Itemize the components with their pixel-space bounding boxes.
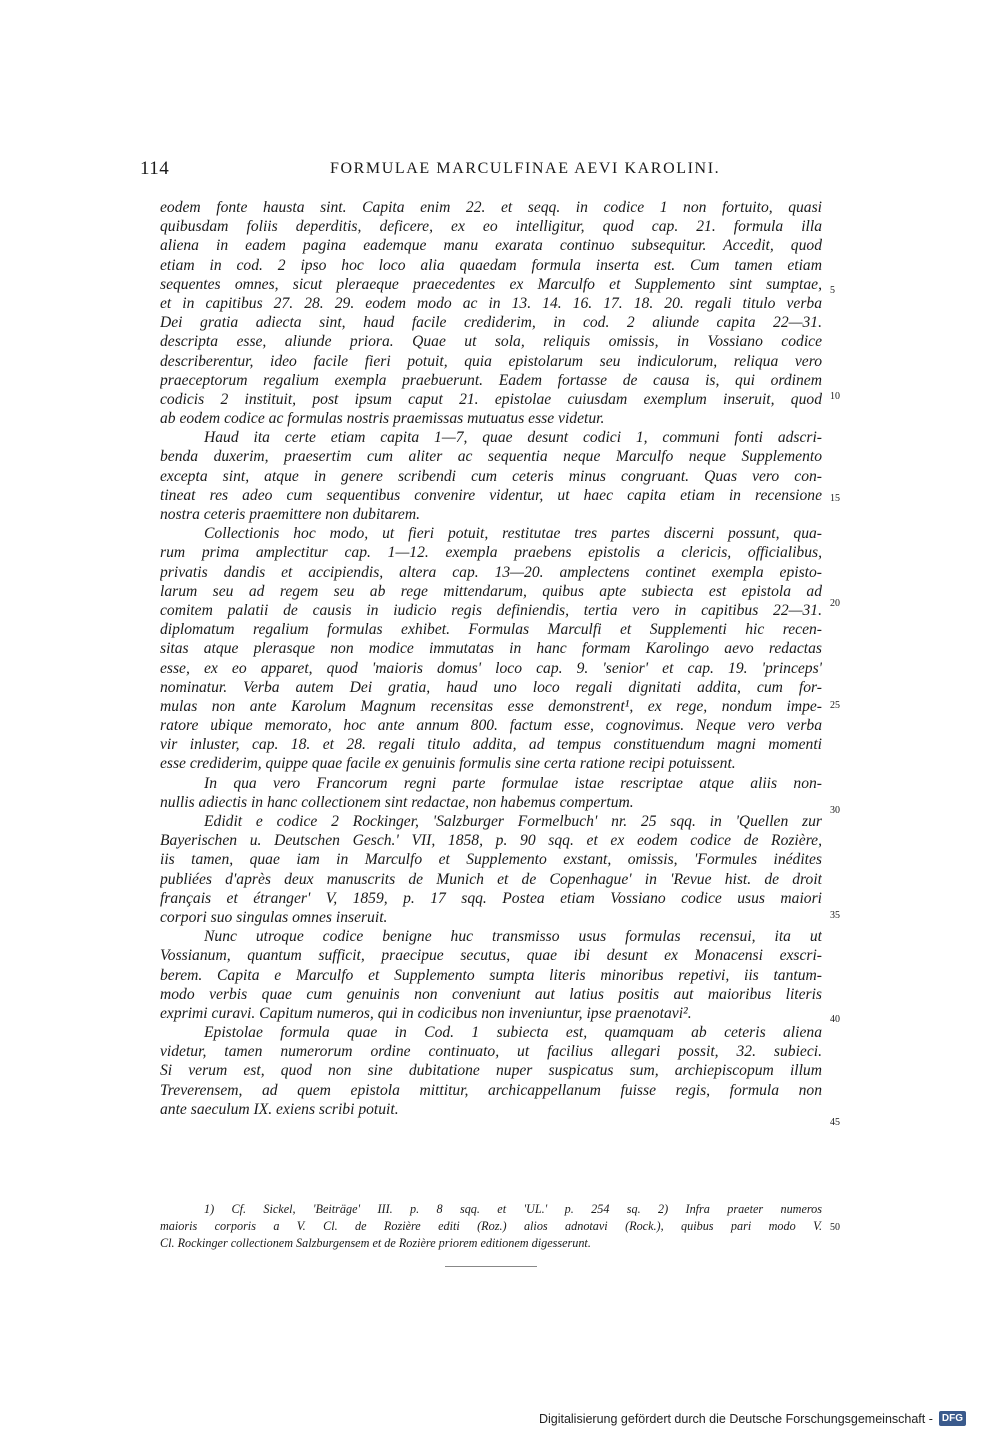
text-line: vir inluster, cap. 18. et 28. regali titulo addita, ad tempus constituendum magni momenti <box>160 736 822 754</box>
text-line: esse, ex eo apparet, quod 'maioris domus' loco cap. 9. 'senior' et cap. 19. 'princeps' <box>160 659 822 677</box>
footnote-line: Cl. Rockinger collectionem Salzburgensem et de Rozière priorem editionem digesserunt. <box>160 1236 591 1250</box>
text-line: tineat res adeo cum sequentibus convenire videntur, ut haec capita etiam in recensione <box>160 486 822 504</box>
text-line: sequentes omnes, sicut pleraeque praecedentes ex Marculfo et Supplemento sint sumptae, <box>160 275 822 293</box>
line-number: 10 <box>830 391 840 402</box>
text-line: excepta sint, atque in genere scribendi cum ceteris minus congruant. Quas vero con- <box>160 467 822 485</box>
footnote-line: 1) Cf. Sickel, 'Beiträge' III. p. 8 sqq. et 'UL.' p. 254 sq. 2) Infra praeter numeros <box>204 1202 822 1216</box>
text-line: descripta esse, aliunde priora. Quae ut sola, reliquis omissis, in Vossiano codice <box>160 333 822 351</box>
text-line: mulas non ante Karolum Magnum recensitas esse demonstrent¹, ex rege, nondum impe- <box>160 697 822 715</box>
end-rule <box>445 1266 537 1267</box>
line-number: 30 <box>830 805 840 816</box>
text-line: etiam in cod. 2 ipso hoc loco alia quaedam formula inserta est. Cum tamen etiam <box>160 256 822 274</box>
text-line: berem. Capita e Marculfo et Supplemento sumpta literis minoribus repetivi, iis tantum- <box>160 966 822 984</box>
line-number: 20 <box>830 598 840 609</box>
text-line: aliena in eadem pagina eademque manu exarata continuo subsequitur. Accedit, quod <box>160 237 822 255</box>
text-line: comitem palatii de causis in iudicio regis definiendis, tertia vero in capitibus 22—31. <box>160 601 822 619</box>
text-line: corpori suo singulas omnes inseruit. <box>160 908 388 926</box>
text-line: describerentur, ideo facile fieri potuit, quia epistolarum seu indiculorum, reliqua vero <box>160 352 822 370</box>
text-line: videtur, tamen numerorum ordine continuato, ut facilius allegari possit, 32. subieci. <box>160 1043 822 1061</box>
text-line: ab eodem codice ac formulas nostris praemissas mutuatus esse videtur. <box>160 410 605 428</box>
text-line: Si verum est, quod non sine dubitatione nuper suspicatus sum, archiepiscopum illum <box>160 1062 822 1080</box>
page-number: 114 <box>140 158 170 179</box>
text-line: Haud ita certe etiam capita 1—7, quae desunt codici 1, communi fonti adscri- <box>204 429 822 447</box>
text-line: ante saeculum IX. exiens scribi potuit. <box>160 1100 399 1118</box>
text-line: In qua vero Francorum regni parte formulae istae rescriptae atque aliis non- <box>204 774 822 792</box>
credit-text: Digitalisierung gefördert durch die Deutsche Forschungsgemeinschaft - <box>538 1411 933 1426</box>
text-line: praeceptorum regalium exempla praebuerunt. Eadem fortasse de causa is, qui ordinem <box>160 371 822 389</box>
text-line: publiées d'après deux manuscrits de Munich et de Copenhague' in 'Revue hist. de droit <box>160 870 822 888</box>
text-line: quibusdam foliis deperditis, deficere, ex eo intelligitur, quod cap. 21. formula illa <box>160 218 822 236</box>
text-line: exprimi curavi. Capitum numeros, qui in codicibus non inveniuntur, ipse praenotavi². <box>160 1004 692 1022</box>
text-line: privatis dandis et accipiendis, altera cap. 13—20. amplectens continet exempla episto- <box>160 563 822 581</box>
text-line: Bayerischen u. Deutschen Gesch.' VII, 1858, p. 90 sqq. et ex eodem codice de Rozière, <box>160 832 822 850</box>
line-number: 25 <box>830 700 840 711</box>
text-line: Nunc utroque codice benigne huc transmisso usus formulas recensui, ita ut <box>204 928 822 946</box>
footnotes <box>160 1201 822 1252</box>
line-number: 40 <box>830 1014 840 1025</box>
text-line: Edidit e codice 2 Rockinger, 'Salzburger Formelbuch' nr. 25 sqq. in 'Quellen zur <box>204 813 822 830</box>
line-number: 5 <box>830 285 835 296</box>
dfg-logo-icon: DFG <box>939 1411 966 1426</box>
text-line: nostra ceteris praemittere non dubitarem. <box>160 506 421 523</box>
text-line: nominatur. Verba autem Dei gratia, haud uno loco regali dignitati addita, cum for- <box>160 678 822 696</box>
line-number: 35 <box>830 910 840 921</box>
line-number: 50 <box>830 1222 840 1233</box>
text-line: eodem fonte hausta sint. Capita enim 22. et seqq. in codice 1 non fortuito, quasi <box>160 199 822 216</box>
text-line: esse crediderim, quippe quae facile ex genuinis formulis sine certa ratione recipi potuissent. <box>160 755 736 773</box>
main-text <box>160 198 822 1119</box>
line-number: 15 <box>830 493 840 504</box>
footnote-line: maioris corporis a V. Cl. de Rozière editi (Roz.) alios adnotavi (Rock.), quibus pari modo V. <box>160 1219 822 1233</box>
text-line: benda duxerim, praesertim cum aliter ac sequentia neque Marculfo neque Supplemento <box>160 448 822 466</box>
line-number: 45 <box>830 1117 840 1128</box>
text-line: rum prima amplectitur cap. 1—12. exempla praebens epistolis a clericis, officialibus, <box>160 544 822 562</box>
text-line: codicis 2 instituit, post ipsum caput 21. epistolae cuiusdam exemplum inseruit, quod <box>160 390 822 408</box>
text-line: nullis adiectis in hanc collectionem sint redactae, non habemus compertum. <box>160 793 634 811</box>
text-line: Epistolae formula quae in Cod. 1 subiecta est, quamquam ab ceteris aliena <box>204 1024 822 1042</box>
text-line: Vossianum, quantum sufficit, praecipue secutus, quae ibi desunt ex Monacensi exscri- <box>160 947 822 965</box>
running-head: FORMULAE MARCULFINAE AEVI KAROLINI. <box>330 160 721 177</box>
text-line: Treverensem, ad quem epistola mittitur, archicappellanum fuisse regis, formula non <box>160 1081 822 1099</box>
text-line: Collectionis hoc modo, ut fieri potuit, restitutae tres partes discerni possunt, qua- <box>204 525 822 543</box>
text-line: Dei gratia adiecta sint, haud facile crediderim, in cod. 2 aliunde capita 22—31. <box>160 314 822 332</box>
text-line: et in capitibus 27. 28. 29. eodem modo ac in 13. 14. 16. 17. 18. 20. regali titulo verba <box>160 294 822 312</box>
text-line: modo verbis quae cum genuinis non conveniunt aut latius positis aut maioribus literis <box>160 985 822 1003</box>
text-line: sitas atque plerasque non modice immutatas in hanc formam Karolingo aevo redactas <box>160 640 822 658</box>
text-line: iis tamen, quae iam in Marculfo et Supplemento exstant, omissis, 'Formules inédites <box>160 851 822 869</box>
text-line: ratore ubique memorato, hoc ante annum 800. factum esse, cognovimus. Neque vero verba <box>160 717 822 735</box>
text-line: larum seu ad regem seu ab rege mittendarum, quibus apte subiecta est epistola ad <box>160 582 822 600</box>
text-line: diplomatum regalium formulas exhibet. Formulas Marculfi et Supplementi hic recen- <box>160 621 822 639</box>
digitization-credit <box>539 1411 966 1426</box>
text-line: français et étranger' V, 1859, p. 17 sqq. Postea etiam Vossiano codice usus maiori <box>160 889 822 907</box>
